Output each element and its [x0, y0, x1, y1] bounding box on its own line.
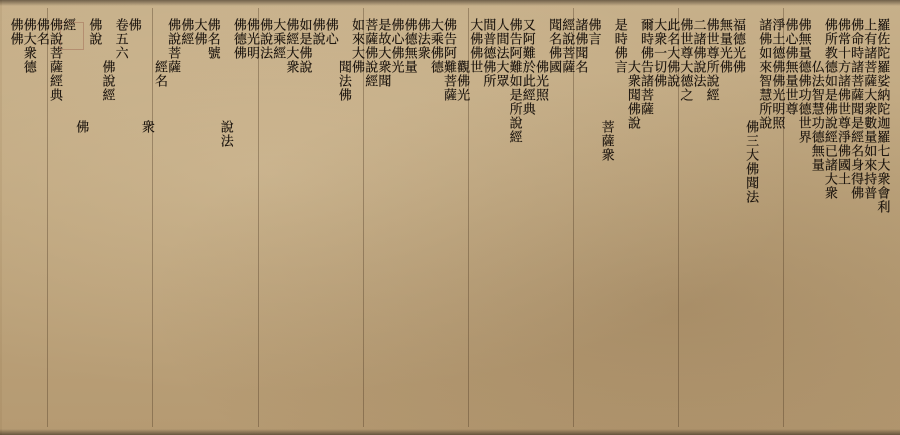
- text-column: 淨土德佛佛光明照: [769, 18, 785, 130]
- text-column: 經說菩薩: [559, 18, 575, 74]
- text-column: 羅佐陀羅娑納陀迦羅七大衆會利: [874, 18, 890, 214]
- text-column: 大乘經: [270, 18, 286, 60]
- text-column: 佛心: [322, 18, 338, 46]
- text-column: 佛: [125, 18, 141, 32]
- text-column: 佛世尊大德之: [677, 18, 693, 102]
- text-column: 諸佛聞名: [572, 18, 588, 74]
- column-rule: [258, 8, 259, 427]
- text-column: 佛大衆德: [20, 18, 36, 74]
- scroll-bottom-edge: [0, 429, 900, 435]
- text-column: 經名: [152, 60, 168, 88]
- text-column: 是故大衆聞: [375, 18, 391, 88]
- text-column: 佛光明: [243, 18, 259, 60]
- text-column: 人間法大眾: [493, 18, 509, 88]
- text-column: 佛告阿難菩薩: [441, 18, 456, 102]
- text-column: 佛說法: [257, 18, 273, 60]
- text-column: 仏法智慧功德無量: [808, 60, 824, 172]
- text-column: 佛常十方諸佛世尊淨佛國土: [835, 18, 851, 186]
- text-column: 佛名: [33, 18, 49, 46]
- text-column: 佛德佛: [230, 18, 246, 60]
- text-column: 間普德佛所: [480, 18, 496, 88]
- text-column: 佛說菩薩: [165, 18, 181, 74]
- text-column: 卷五六: [112, 18, 128, 60]
- text-column: 大乘佛德: [427, 18, 443, 74]
- text-column: 佛說菩薩經典: [46, 18, 62, 102]
- text-column: 無量光佛: [716, 18, 732, 74]
- scroll-top-edge: [0, 0, 900, 6]
- text-column: 是時佛言: [611, 18, 627, 74]
- text-column: 佛心佛無量世尊: [782, 18, 798, 116]
- text-column: 佛說: [86, 18, 102, 46]
- text-column: 佛光照: [532, 60, 548, 102]
- text-column: 佛說: [309, 18, 325, 46]
- text-column: 佛三大佛聞法: [743, 120, 759, 204]
- text-column: 佛名號: [204, 18, 220, 60]
- text-column: 菩薩佛說經: [362, 18, 378, 88]
- text-column: 聞法佛: [335, 60, 351, 102]
- text-column: 佛說經: [99, 60, 115, 102]
- text-column: 佛命時諸菩薩聞是經名身得佛: [848, 18, 864, 200]
- text-column: 佛: [73, 120, 89, 134]
- text-column: 此名大佛說: [664, 18, 680, 88]
- column-rule: [47, 8, 48, 427]
- text-column: 佛言: [585, 18, 601, 46]
- text-column: 上有諸菩薩大衆數量如來持普: [861, 18, 877, 200]
- text-column: 說法: [217, 120, 233, 148]
- text-column: 經: [60, 18, 76, 32]
- text-column: 佛告阿難如是所說經: [506, 18, 522, 144]
- text-column: 爾時佛告諸菩薩: [638, 18, 653, 116]
- column-rule: [152, 8, 153, 427]
- text-column: 福德光佛: [729, 18, 745, 74]
- text-column: 大佛佛世: [467, 18, 483, 74]
- text-column: 佛法衆: [414, 18, 430, 60]
- text-column: 二諸佛說法: [690, 18, 706, 88]
- text-column: 佛無量德佛功德世界: [795, 18, 811, 144]
- text-column: 大衆聞佛說: [624, 60, 640, 130]
- text-column: 佛佛: [7, 18, 23, 46]
- text-column: 佛經大衆: [283, 18, 299, 74]
- text-column: 佛世尊所說經: [703, 18, 719, 102]
- text-column: 如來大佛: [349, 18, 365, 74]
- text-column: 佛德無量: [401, 18, 417, 74]
- text-column: 佛所教德如是佛說經已諸大衆: [821, 18, 837, 200]
- text-column: 菩薩衆: [598, 120, 614, 162]
- text-column: 佛經: [178, 18, 194, 46]
- text-column: 佛心佛光: [388, 18, 404, 74]
- text-column: 大衆一切佛: [651, 18, 667, 88]
- text-column: 聞名佛國: [546, 18, 562, 74]
- text-column: 又阿難於此經典: [519, 18, 535, 116]
- text-column: 大佛: [191, 18, 207, 46]
- text-column: 諸佛如來智慧所說: [756, 18, 772, 130]
- text-column: 衆: [138, 120, 154, 134]
- text-column: 如是佛說: [296, 18, 312, 74]
- text-column: 觀佛光: [454, 60, 470, 102]
